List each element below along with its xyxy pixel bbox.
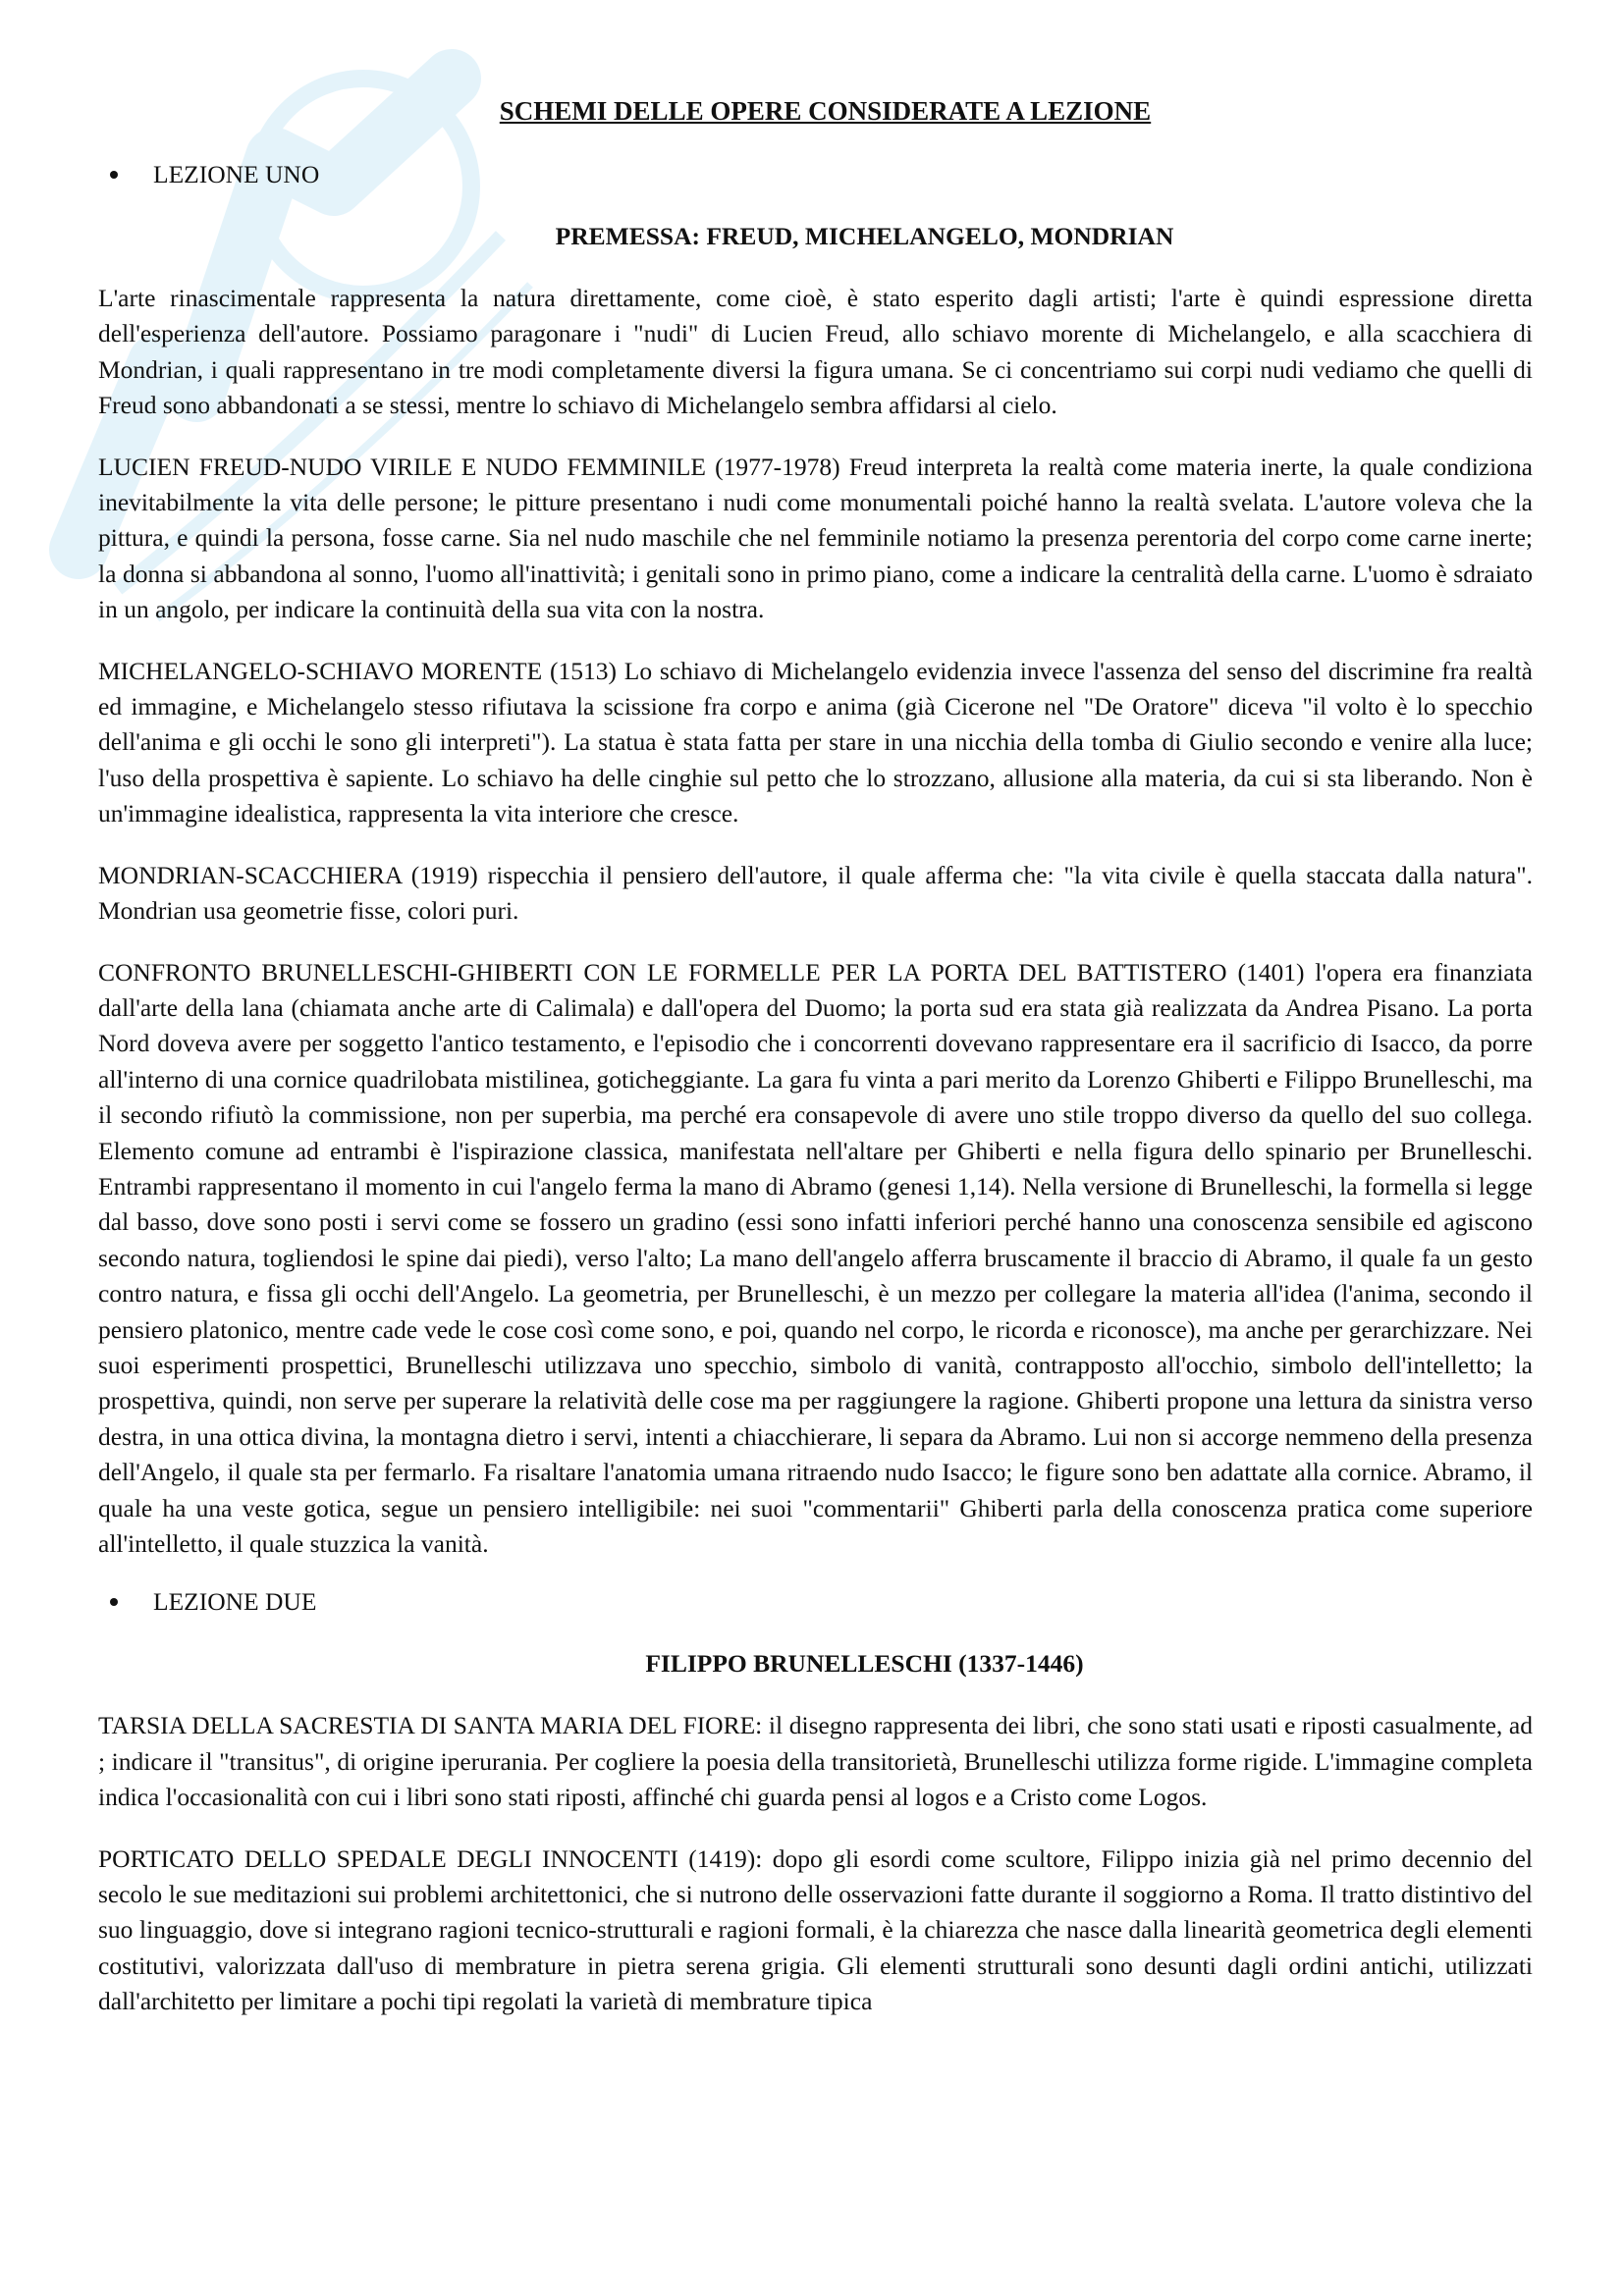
bullet-icon [110,171,118,179]
lesson-two-label: LEZIONE DUE [153,1587,317,1617]
document-title: SCHEMI DELLE OPERE CONSIDERATE A LEZIONE [499,96,1152,126]
lesson-one-heading: PREMESSA: FREUD, MICHELANGELO, MONDRIAN [555,222,1174,250]
lesson-one-label: LEZIONE UNO [153,160,320,188]
paragraph-michelangelo: MICHELANGELO-SCHIAVO MORENTE (1513) Lo schiavo di Michelangelo evidenzia invece l'assenza del senso del discrimine fra realtà ed immagine, e Michelangelo stesso rifiutava la scissione fra corpo e anima (già Cicerone nel "De Oratore" diceva "il volto è lo specchio dell'anima e gli occhi le sono gli interpreti"). La statua è stata fatta per stare in una nicchia della tomba di Giulio secondo e venire alla luce; l'uso della prospettiva è sapiente. Lo schiavo ha delle cinghie sul petto che lo strozzano, allusione alla materia, da cui si sta liberando. Non è un'immagine idealistica, rappresenta la vita interiore che cresce. [98,656,1533,828]
bullet-icon [110,1598,118,1606]
lesson-one-bullet [110,160,1533,189]
lesson-two-bullet [110,1587,1533,1617]
paragraph-mondrian: MONDRIAN-SCACCHIERA (1919) rispecchia il pensiero dell'autore, il quale afferma che: "la vita civile è quella staccata dalla natura". Mondrian usa geometrie fisse, colori puri. [98,860,1533,926]
paragraph-premessa: L'arte rinascimentale rappresenta la natura direttamente, come cioè, è stato esperito dagli artisti; l'arte è quindi espressione diretta dell'esperienza dell'autore. Possiamo paragonare i "nudi" di Lucien Freud, allo schiavo morente di Michelangelo, e alla scacchiera di Mondrian, i quali rappresentano in tre modi completamente diversi la figura umana. Se ci concentriamo sui corpi nudi vediamo che quelli di Freud sono abbandonati a se stessi, mentre lo schiavo di Michelangelo sembra affidarsi al cielo. [98,284,1533,420]
paragraph-freud: LUCIEN FREUD-NUDO VIRILE E NUDO FEMMINILE (1977-1978) Freud interpreta la realtà come materia inerte, la quale condiziona inevitabilmente la vita delle persone; le pitture presentano i nudi come monumentali poiché hanno la realtà svelata. L'autore voleva che la pittura, e quindi la persona, fosse carne. Sia nel nudo maschile che nel femminile notiamo la presenza perentoria del corpo come carne inerte; la donna si abbandona al sonno, l'uomo all'inattività; i genitali sono in primo piano, come a indicare la centralità della carne. L'uomo è sdraiato in un angolo, per indicare la continuità della sua vita con la nostra. [98,452,1533,624]
lesson-two-heading: FILIPPO BRUNELLESCHI (1337-1446) [645,1649,1084,1679]
paragraph-porticato: PORTICATO DELLO SPEDALE DEGLI INNOCENTI (1419): dopo gli esordi come scultore, Filippo inizia già nel primo decennio del secolo le sue meditazioni sui problemi architettonici, che si nutrono delle osservazioni fatte durante il soggiorno a Roma. Il tratto distintivo del suo linguaggio, dove si integrano ragioni tecnico-strutturali e ragioni formali, è la chiarezza che nasce dalla linearità geometrica degli elementi costitutivi, valorizzata dall'uso di membrature in pietra serena grigia. Gli elementi strutturali sono desunti dagli ordini antichi, utilizzati dall'architetto per limitare a pochi tipi regolati la varietà di membrature tipica [98,1843,1533,2016]
paragraph-brunelleschi-ghiberti: CONFRONTO BRUNELLESCHI-GHIBERTI CON LE FORMELLE PER LA PORTA DEL BATTISTERO (1401) l'opera era finanziata dall'arte della lana (chiamata anche arte di Calimala) e dall'opera del Duomo; la porta sud era stata già realizzata da Andrea Pisano. La porta Nord doveva avere per soggetto l'antico testamento, e l'episodio che i concorrenti dovevano rappresentare era il sacrificio di Isacco, da porre all'interno di una cornice quadrilobata mistilinea, goticheggiante. La gara fu vinta a pari merito da Lorenzo Ghiberti e Filippo Brunelleschi, ma il secondo rifiutò la commissione, non per superbia, ma perché era consapevole di avere uno stile troppo diverso da quello del suo collega. Elemento comune ad entrambi è l'ispirazione classica, manifestata nell'altare per Ghiberti e nella figura dello spinario per Brunelleschi. Entrambi rappresentano il momento in cui l'angelo ferma la mano di Abramo (genesi 1,14). Nella versione di Brunelleschi, la formella si legge dal basso, dove sono posti i servi come se fossero un gradino (essi sono infatti inferiori perché hanno una conoscenza sensibile ed agiscono secondo natura, togliendosi le spine dai piedi), verso l'alto; La mano dell'angelo afferra bruscamente il braccio di Abramo, il quale fa un gesto contro natura, e fissa gli occhi dell'Angelo. La geometria, per Brunelleschi, è un mezzo per collegare la materia all'idea (l'anima, secondo il pensiero platonico, mentre cade vede le cose così come sono, e poi, quando nel corpo, le ricorda e riconosce), ma anche per gerarchizzare. Nei suoi esperimenti prospettici, Brunelleschi utilizzava uno specchio, simbolo di vanità, contrapposto all'occhio, simbolo dell'intelletto; la prospettiva, quindi, non serve per superare la relatività delle cose ma per raggiungere la ragione. Ghiberti propone una lettura da sinistra verso destra, in una ottica divina, la montagna dietro i servi, intenti a chiacchierare, li separa da Abramo. Lui non si accorge nemmeno della presenza dell'Angelo, il quale sta per fermarlo. Fa risaltare l'anatomia umana ritraendo nudo Isacco; le figure sono ben adattate alla cornice. Abramo, il quale ha una veste gotica, segue un pensiero intelligibile: nei suoi "commentarii" Ghiberti parla della conoscenza pratica come superiore all'intelletto, il quale stuzzica la vanità. [98,957,1533,1558]
paragraph-tarsia: TARSIA DELLA SACRESTIA DI SANTA MARIA DEL FIORE: il disegno rappresenta dei libri, che sono stati usati e riposti casualmente, ad ; indicare il "transitus", di origine iperurania. Per cogliere la poesia della transitorietà, Brunelleschi utilizza forme rigide. L'immagine completa indica l'occasionalità con cui i libri sono stati riposti, affinché chi guarda pensi al logos e a Cristo come Logos. [98,1711,1533,1812]
